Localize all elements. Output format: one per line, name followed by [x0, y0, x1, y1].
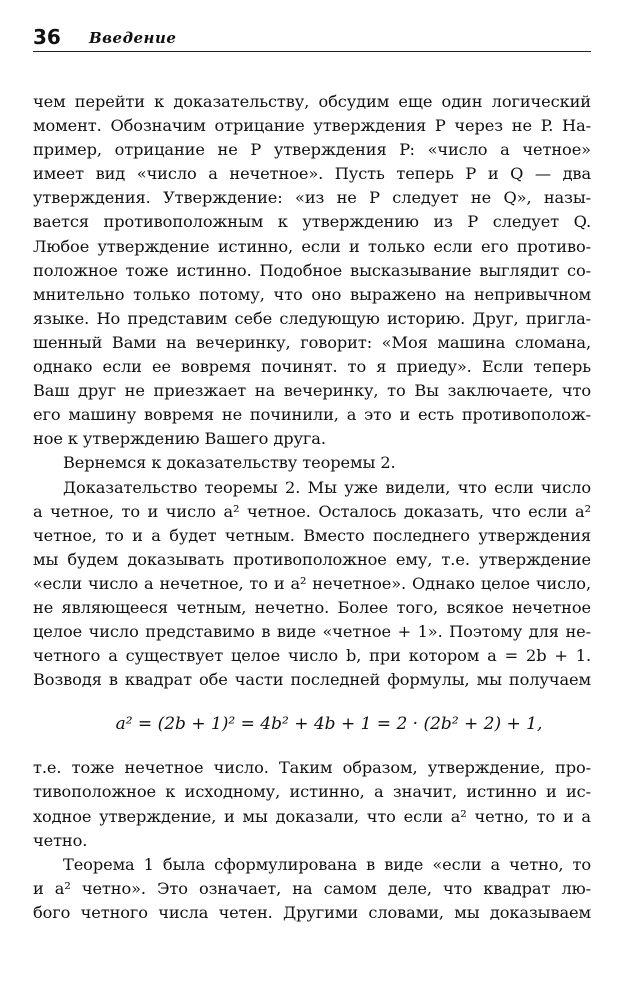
text-line: бого четного числа четен. Другими словами, мы доказываем — [33, 902, 591, 922]
text-line: утверждения. Утверждение: «из не P следует не Q», назы- — [33, 188, 591, 208]
text-line: а четное, то и число a² четное. Осталось доказать, что если a² — [33, 501, 591, 521]
text-line: однако если ее вовремя починят. то я приеду». Если теперь — [33, 357, 591, 377]
text-line: Ваш друг не приезжает на вечеринку, то Вы заключаете, что — [33, 381, 591, 401]
text-line: Любое утверждение истинно, если и только если его противо- — [33, 236, 591, 256]
text-line: не являющееся четным, нечетно. Более того, всякое нечетное — [33, 597, 591, 617]
text-line: языке. Но представим себе следующую историю. Друг, пригла- — [33, 308, 591, 328]
text-line: тивоположное к исходному, истинно, а значит, истинно и ис- — [33, 782, 591, 802]
text-line: Возводя в квадрат обе части последней формулы, мы получаем — [33, 670, 591, 690]
text-line: шенный Вами на вечеринку, говорит: «Моя машина сломана, — [33, 332, 591, 352]
text-line: целое число представимо в виде «четное + 1». Поэтому для не- — [33, 622, 591, 642]
text-line: вается противоположным к утверждению из P следует Q. — [33, 212, 591, 232]
text-line: его машину вовремя не починили, а это и есть противополож- — [33, 405, 591, 425]
text-line: мнительно только потому, что оно выражено на непривычном — [33, 284, 591, 304]
text-line: имеет вид «число а нечетное». Пусть теперь P и Q — два — [33, 164, 591, 184]
formula-line: a² = (2b + 1)² = 4b² + 4b + 1 = 2 · (2b² + 2) + 1, — [115, 714, 543, 735]
text-line: Теорема 1 была сформулирована в виде «если a четно, то — [63, 854, 591, 874]
text-line: четного a существует целое число b, при котором a = 2b + 1. — [33, 646, 591, 666]
text-line: Вернемся к доказательству теоремы 2. — [63, 453, 396, 473]
text-line: и a² четно». Это означает, на самом деле, что квадрат лю- — [33, 878, 591, 898]
text-line: ходное утверждение, и мы доказали, что если a² четно, то и a — [33, 806, 591, 826]
text-line: момент. Обозначим отрицание утверждения P через не P. На- — [33, 116, 591, 136]
running-head: Введение — [89, 29, 177, 47]
text-line: пример, отрицание не P утверждения P: «число а четное» — [33, 140, 591, 160]
text-line: т.е. тоже нечетное число. Таким образом, утверждение, про- — [33, 758, 591, 778]
header-rule — [33, 51, 591, 52]
text-line: чем перейти к доказательству, обсудим еще один логический — [33, 92, 591, 111]
body-text — [33, 90, 591, 925]
text-line: четно. — [33, 830, 88, 850]
text-line: положное тоже истинно. Подобное высказывание выглядит со- — [33, 260, 591, 280]
text-line: Доказательство теоремы 2. Мы уже видели, что если число — [63, 477, 591, 497]
page-header — [33, 26, 591, 48]
text-line: мы будем доказывать противоположное ему, т.е. утверждение — [33, 549, 591, 569]
text-line: ное к утверждению Вашего друга. — [33, 429, 326, 449]
text-line: четное, то и a будет четным. Вместо последнего утверждения — [33, 525, 591, 545]
page-number: 36 — [33, 25, 61, 49]
text-line: «если число a нечетное, то и a² нечетное». Однако целое число, — [33, 573, 591, 593]
